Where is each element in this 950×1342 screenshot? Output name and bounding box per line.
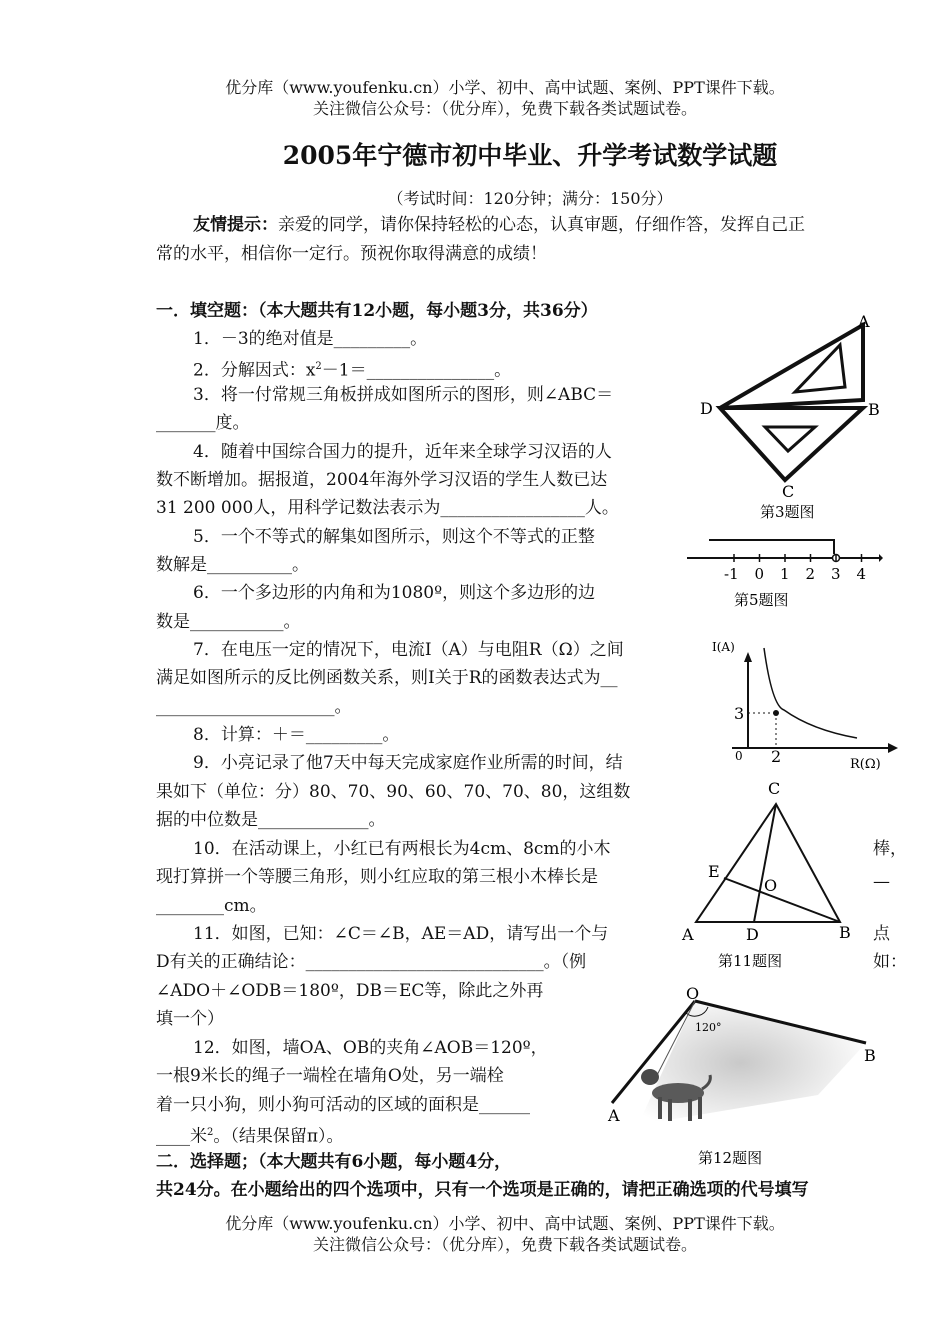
question-9-line-2: 果如下（单位：分）80、70、90、60、70、70、80，这组数 [156, 782, 631, 802]
q12-l4-a: ____米 [156, 1126, 207, 1147]
question-7-line-3: _____________________。 [156, 697, 352, 717]
fig3-label-b: B [868, 400, 880, 419]
fig11-label-b: B [839, 923, 851, 942]
question-4-line-1: 4．随着中国综合国力的提升，近年来全球学习汉语的人 [193, 442, 612, 462]
section-2-line-1: 二．选择题；（本大题共有6小题，每小题4分， [156, 1152, 512, 1172]
tip-text: 亲爱的同学，请你保持轻松的心态，认真审题，仔细作答，发挥自己正 [278, 215, 805, 235]
fig5-tick-label: -1 [724, 565, 739, 583]
fig7-y-label: I(A) [712, 640, 735, 654]
figure-11 [676, 776, 866, 976]
question-11-line-2-end: 如： [873, 952, 907, 972]
fig12-caption: 第12题图 [698, 1149, 763, 1167]
fig7-origin: 0 [735, 749, 743, 763]
question-11-line-4: 填一个） [156, 1009, 224, 1029]
fig7-y-arrow [744, 652, 752, 662]
tip-line-2: 常的水平，相信你一定行。预祝你取得满意的成绩！ [156, 244, 547, 264]
question-2 [193, 353, 511, 385]
figure-5 [684, 528, 884, 613]
fig11-caption: 第11题图 [718, 952, 783, 970]
fig5-tick-label: 4 [856, 565, 867, 583]
fig11-label-e: E [708, 862, 720, 881]
question-12-line-2: 一根9米长的绳子一端栓在墙角O处，另一端栓 [156, 1066, 504, 1086]
fig5-solution-ray [709, 540, 834, 554]
question-11-line-3: ∠ADO＋∠ODB＝180º，DB＝EC等，除此之外再 [156, 981, 544, 1001]
question-10-line-2: 现打算拼一个等腰三角形，则小红应取的第三根小木棒长是 [156, 867, 598, 887]
figure-3 [690, 305, 890, 525]
fig11-label-a: A [682, 925, 694, 944]
fig5-tick-label: 2 [805, 565, 816, 583]
figure-7 [712, 638, 902, 783]
question-5-line-2: 数解是__________。 [156, 555, 309, 575]
fig5-tick-label: 3 [831, 565, 841, 583]
question-5-line-1: 5．一个不等式的解集如图所示，则这个不等式的正整 [193, 527, 595, 547]
page-subtitle: （考试时间：120分钟；满分：150分） [387, 189, 673, 208]
fig3-label-c: C [782, 482, 795, 501]
question-10-line-1-end: 棒， [873, 839, 907, 859]
fig7-curve [764, 648, 857, 738]
question-4-line-3: 31 200 000人，用科学记数法表示为_________________人。 [156, 498, 619, 518]
question-7-line-2: 满足如图所示的反比例函数关系，则I关于R的函数表达式为__ [156, 668, 618, 688]
header-line-1: 优分库（www.youfenku.cn）小学、初中、高中试题、案例、PPT课件下载。 [225, 78, 785, 97]
question-11-line-2: D有关的正确结论：____________________________。（例 [156, 952, 587, 972]
question-9-line-1: 9．小亮记录了他7天中每天完成家庭作业所需的时间，结 [193, 753, 623, 773]
question-4-line-2: 数不断增加。据报道，2004年海外学习汉语的学生人数已达 [156, 470, 608, 490]
q2-sup: 2 [315, 361, 322, 372]
q12-sup: 2 [207, 1127, 214, 1138]
fig11-label-o: O [764, 876, 778, 895]
fig7-y-tick-3: 3 [734, 704, 745, 723]
section-1-heading: 一．填空题：（本大题共有12小题，每小题3分，共36分） [156, 301, 598, 321]
question-9-line-3: 据的中位数是_____________。 [156, 810, 386, 830]
fig5-tick-label: 0 [754, 565, 765, 583]
question-12-line-3: 着一只小狗，则小狗可活动的区域的面积是______ [156, 1095, 530, 1115]
question-7-line-1: 7．在电压一定的情况下，电流I（A）与电阻R（Ω）之间 [193, 640, 624, 660]
figure-12 [598, 985, 888, 1170]
section-2-line-2: 共24分。在小题给出的四个选项中，只有一个选项是正确的，请把正确选项的代号填写 [156, 1180, 809, 1200]
fig3-caption: 第3题图 [760, 503, 815, 521]
fig12-ground-shade [638, 1001, 866, 1125]
fig7-point [773, 710, 779, 716]
question-10-line-3: ________cm。 [156, 896, 267, 916]
question-10-line-1: 10．在活动课上，小红已有两根长为4cm、8cm的小木 [193, 839, 611, 859]
tip-line-1 [193, 211, 805, 239]
question-11-line-1-end: 点 [873, 924, 890, 944]
fig12-angle-label: 120° [695, 1021, 722, 1034]
footer-line-2: 关注微信公众号：（优分库），免费下载各类试题试卷。 [312, 1235, 697, 1254]
fig11-label-c: C [768, 779, 781, 798]
fig12-label-o: O [686, 985, 700, 1003]
fig12-label-a: A [608, 1106, 620, 1125]
fig7-x-label: R(Ω) [850, 757, 881, 772]
header-line-2: 关注微信公众号：（优分库），免费下载各类试题试卷。 [312, 99, 697, 118]
fig3-label-d: D [700, 399, 713, 418]
question-12-line-4 [156, 1119, 344, 1151]
q2-text-b: －1＝_______________。 [321, 360, 512, 381]
fig11-label-d: D [746, 925, 759, 944]
question-3-line-1: 3．将一付常规三角板拼成如图所示的图形，则∠ABC＝ [193, 385, 614, 405]
fig3-lower-inner [765, 427, 815, 451]
fig5-tick-label: 1 [780, 565, 790, 583]
fig3-lower-triangle [720, 408, 863, 480]
question-10-line-2-end: — [873, 872, 890, 892]
page-title: 2005年宁德市初中毕业、升学考试数学试题 [282, 141, 778, 170]
fig7-x-arrow [888, 743, 898, 753]
question-11-line-1: 11．如图，已知：∠C＝∠B，AE＝AD，请写出一个与 [193, 924, 609, 944]
question-8: 8．计算：＋＝_________。 [193, 725, 400, 745]
q12-l4-b: 。（结果保留π）。 [213, 1126, 344, 1147]
fig12-label-b: B [864, 1046, 876, 1065]
fig5-caption: 第5题图 [734, 591, 789, 609]
fig5-arrow [879, 554, 883, 562]
q2-text-a: 2．分解因式：x [193, 360, 316, 381]
fig11-be [724, 878, 840, 922]
fig7-x-tick-2: 2 [771, 747, 782, 766]
question-6-line-1: 6．一个多边形的内角和为1080º，则这个多边形的边 [193, 583, 596, 603]
question-3-line-2: _______度。 [156, 413, 250, 433]
question-1: 1．－3的绝对值是_________。 [193, 329, 428, 349]
fig3-label-a: A [858, 312, 870, 331]
footer-line-1: 优分库（www.youfenku.cn）小学、初中、高中试题、案例、PPT课件下载。 [225, 1214, 785, 1233]
question-12-line-1: 12．如图，墙OA、OB的夹角∠AOB＝120º， [193, 1038, 548, 1058]
question-6-line-2: 数是___________。 [156, 612, 301, 632]
tip-label: 友情提示： [193, 215, 278, 235]
